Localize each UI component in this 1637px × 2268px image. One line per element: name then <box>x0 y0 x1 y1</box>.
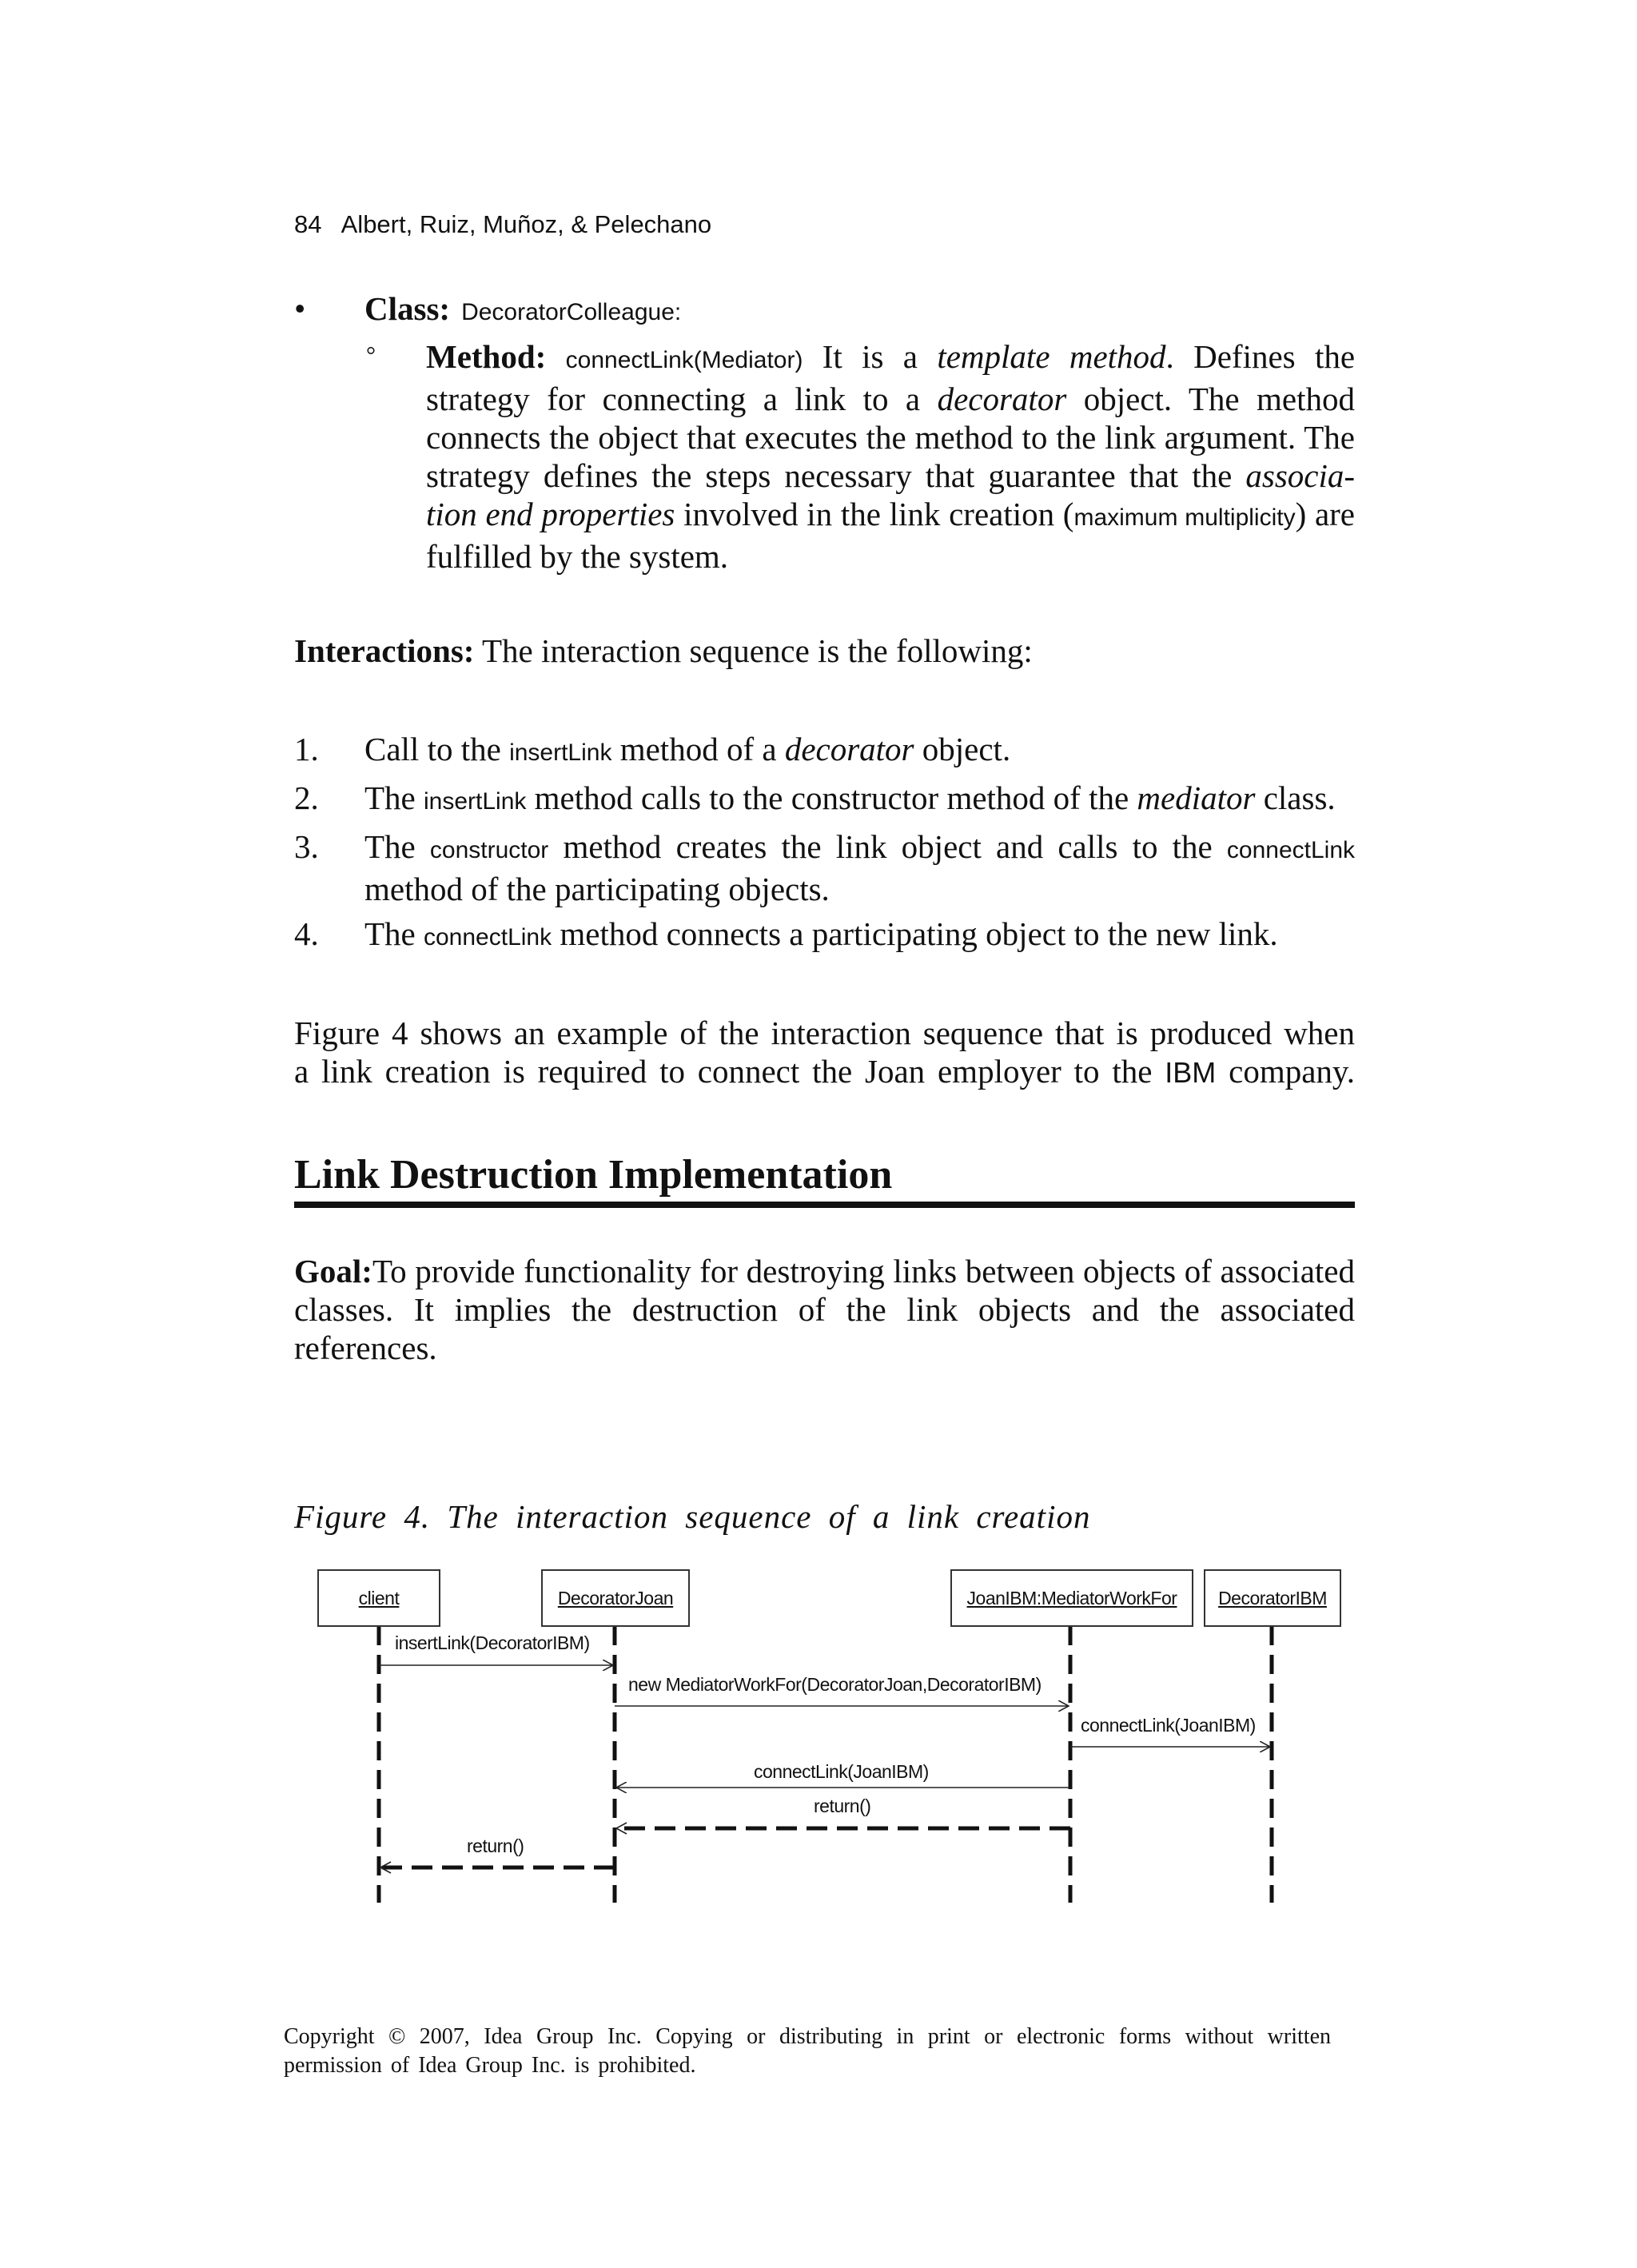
message-label-new-mediator: new MediatorWorkFor(DecoratorJoan,DecoratorIBM) <box>628 1674 1042 1695</box>
method-desc-2: . Defines the <box>1165 338 1356 375</box>
copyright-line-2: permission of Idea Group Inc. is prohibited. <box>284 2053 696 2078</box>
figure-caption: Figure 4. The interaction sequence of a link creation <box>294 1498 1091 1535</box>
goal-text: To provide functionality for destroying links between objects of associated <box>372 1253 1355 1289</box>
method-name: connectLink(Mediator) <box>565 347 803 373</box>
step-text: The <box>364 828 416 865</box>
method-line-6: fulfilled by the system. <box>426 538 729 575</box>
message-label-return-mediator: return() <box>814 1796 871 1816</box>
method-line2-a: strategy for connecting a link to a <box>426 381 921 417</box>
step-text: The <box>364 779 416 816</box>
step-number: 3. <box>294 828 319 865</box>
goal-label: Goal: <box>294 1253 372 1289</box>
step-text: method of a <box>619 731 777 767</box>
step-text: method connects a participating object to the new link. <box>560 915 1278 952</box>
lifeline-label: JoanIBM:MediatorWorkFor <box>966 1587 1177 1608</box>
copyright-line-1: Copyright © 2007, Idea Group Inc. Copying or distributing in print or electronic forms without written <box>284 2024 1331 2049</box>
step-number: 4. <box>294 915 319 952</box>
method-line4-a: strategy defines the steps necessary that guarantee that the <box>426 457 1233 494</box>
figure-para-text: a link creation is required to connect the Joan employer to the <box>294 1053 1153 1090</box>
step-italic: mediator <box>1137 779 1256 816</box>
method-line5-b: ) are <box>1295 496 1356 532</box>
copyright-footer <box>284 2023 1331 2080</box>
lifeline-box-decoratoribm <box>1204 1569 1341 1627</box>
step-text: class. <box>1263 779 1336 816</box>
step-text: object. <box>922 731 1011 767</box>
step-number: 1. <box>294 731 319 767</box>
step-italic: decorator <box>784 731 914 767</box>
step-number: 2. <box>294 779 319 816</box>
method-bullet: ° <box>366 342 376 369</box>
step-text: Call to the <box>364 731 501 767</box>
method-desc-template: template method <box>937 338 1166 375</box>
message-label-return-decoratorjoan: return() <box>467 1836 524 1856</box>
step-code: insertLink <box>424 788 527 815</box>
header-authors: Albert, Ruiz, Muñoz, & Pelechano <box>341 210 712 238</box>
lifeline-label: client <box>358 1587 400 1608</box>
step-code: insertLink <box>509 739 612 766</box>
goal-line-2: classes. It implies the destruction of the link objects and the associated <box>294 1291 1355 1328</box>
lifeline-label: DecoratorIBM <box>1218 1587 1327 1608</box>
method-line5-a: involved in the link creation ( <box>683 496 1074 532</box>
figure-para-code: IBM <box>1165 1056 1217 1089</box>
step-code: constructor <box>429 837 549 863</box>
class-label: Class: <box>364 290 451 327</box>
section-title: Link Destruction Implementation <box>294 1152 893 1198</box>
message-label-connectlink-ibm: connectLink(JoanIBM) <box>1081 1715 1256 1736</box>
interactions-text: The interaction sequence is the following: <box>481 632 1033 669</box>
class-name: DecoratorColleague: <box>461 299 682 325</box>
message-label-connectlink-joan: connectLink(JoanIBM) <box>754 1761 929 1782</box>
lifeline-box-decoratorjoan <box>541 1569 690 1627</box>
step-text: The <box>364 915 416 952</box>
message-label-insertlink: insertLink(DecoratorIBM) <box>395 1632 590 1653</box>
class-bullet: • <box>294 290 306 327</box>
step-text: method creates the link object and calls to the <box>563 828 1213 865</box>
method-line4-assoc: associa- <box>1245 457 1356 494</box>
method-line5-code: maximum multiplicity <box>1073 504 1296 531</box>
step-code: connectLink <box>424 924 552 951</box>
step-3-line-2: method of the participating objects. <box>364 871 830 907</box>
method-label: Method: <box>426 338 547 375</box>
method-desc-1: It is a <box>822 338 918 375</box>
step-code: connectLink <box>1226 837 1356 863</box>
method-line-3: connects the object that executes the method to the link argument. The <box>426 419 1355 456</box>
page-number: 84 <box>294 210 322 238</box>
method-line2-decorator: decorator <box>937 381 1067 417</box>
goal-line-3: references. <box>294 1329 437 1366</box>
lifeline-label: DecoratorJoan <box>557 1587 674 1608</box>
step-text: method calls to the constructor method of the <box>534 779 1129 816</box>
interactions-label: Interactions: <box>294 632 475 669</box>
figure-para-line-1: Figure 4 shows an example of the interaction sequence that is produced when <box>294 1014 1355 1051</box>
lifeline-box-mediator <box>950 1569 1193 1627</box>
method-line5-italic: tion end properties <box>426 496 675 532</box>
lifeline-box-client <box>317 1569 440 1627</box>
figure-para-text: company. <box>1229 1053 1355 1090</box>
method-line2-b: object. The method <box>1083 381 1355 417</box>
